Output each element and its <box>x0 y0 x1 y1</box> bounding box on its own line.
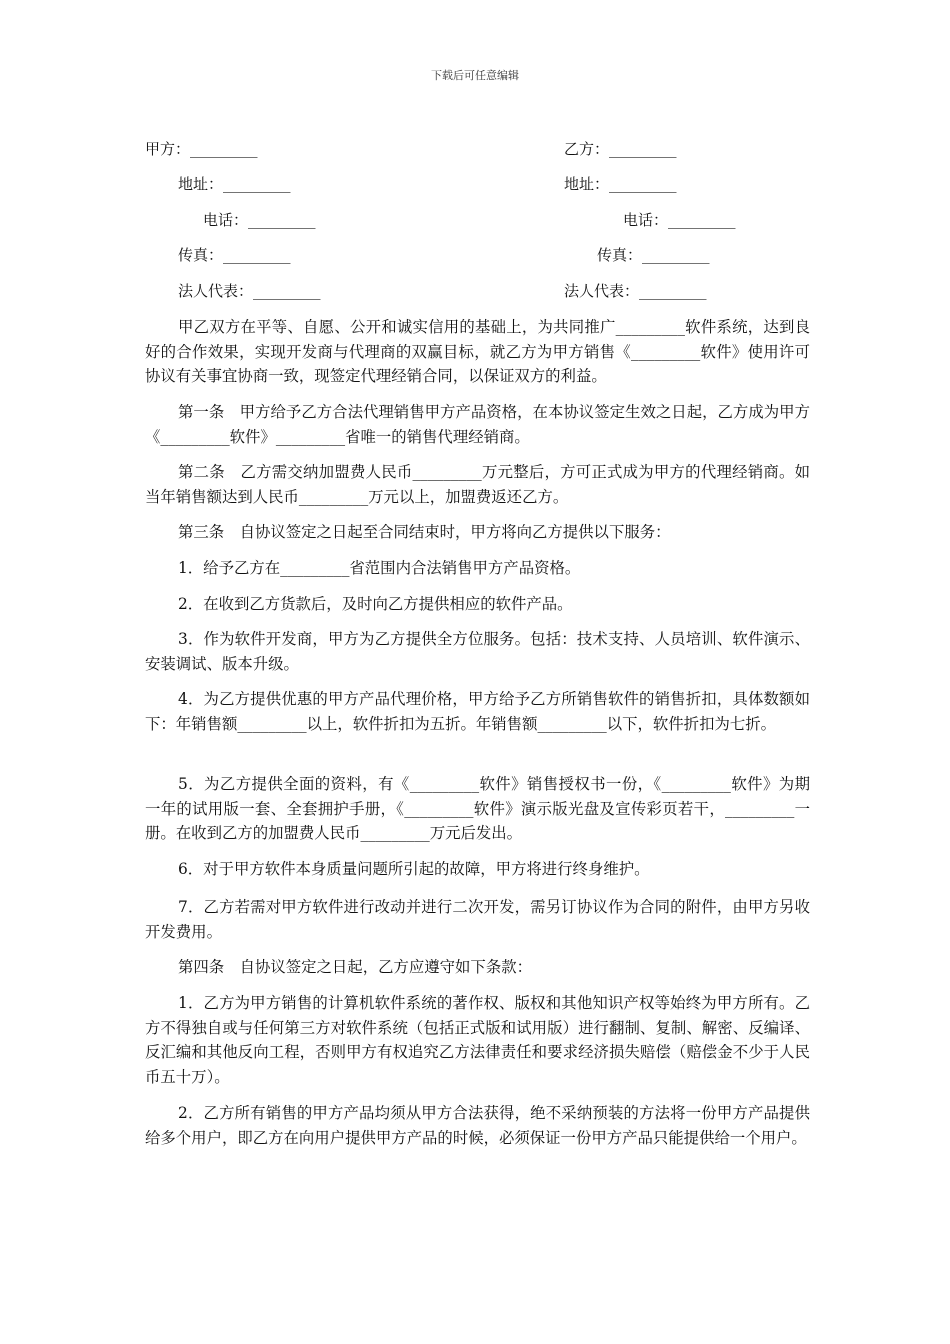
article-3-item-2: 2．在收到乙方货款后，及时向乙方提供相应的软件产品。 <box>178 595 573 613</box>
article-3-item-5: 5．为乙方提供全面的资料，有《_________软件》销售授权书一份，《_________软件》为期一年的试用版一套、全套拥护手册，《_________软件》演示版光盘及宣传彩页若干，_________一册。在收到乙方的加盟费人民币_________万元后发出。 <box>145 775 810 842</box>
party-a-phone: 电话：_________ <box>203 211 316 229</box>
party-a-name: 甲方：_________ <box>145 140 258 158</box>
article-4: 第四条 自协议签定之日起，乙方应遵守如下条款： <box>178 958 532 976</box>
article-3: 第三条 自协议签定之日起至合同结束时，甲方将向乙方提供以下服务： <box>178 523 671 541</box>
party-b-phone: 电话：_________ <box>623 211 736 229</box>
article-1: 第一条 甲方给予乙方合法代理销售甲方产品资格，在本协议签定生效之日起，乙方成为甲方《_________软件》_________省唯一的销售代理经销商。 <box>145 403 810 446</box>
article-4-item-1: 1．乙方为甲方销售的计算机软件系统的著作权、版权和其他知识产权等始终为甲方所有。乙方不得独自或与任何第三方对软件系统（包括正式版和试用版）进行翻制、复制、解密、反编译、反汇编和其他反向工程，否则甲方有权追究乙方法律责任和要求经济损失赔偿（赔偿金不少于人民币五十万）。 <box>145 994 810 1086</box>
article-2: 第二条 乙方需交纳加盟费人民币_________万元整后，方可正式成为甲方的代理经销商。如当年销售额达到人民币_________万元以上，加盟费返还乙方。 <box>145 463 810 506</box>
party-a-address: 地址：_________ <box>178 175 291 193</box>
article-3-item-7: 7．乙方若需对甲方软件进行改动并进行二次开发，需另订协议作为合同的附件，由甲方另收开发费用。 <box>145 898 810 941</box>
article-4-item-2: 2．乙方所有销售的甲方产品均须从甲方合法获得，绝不采纳预装的方法将一份甲方产品提供给多个用户，即乙方在向用户提供甲方产品的时候，必须保证一份甲方产品只能提供给一个用户。 <box>145 1104 810 1147</box>
party-b-name: 乙方：_________ <box>564 140 677 158</box>
article-3-item-6: 6．对于甲方软件本身质量问题所引起的故障，甲方将进行终身维护。 <box>178 860 650 878</box>
party-b-representative: 法人代表：_________ <box>564 282 707 300</box>
article-3-item-4: 4．为乙方提供优惠的甲方产品代理价格，甲方给予乙方所销售软件的销售折扣，具体数额如下：年销售额_________以上，软件折扣为五折。年销售额_________以下，软件折扣为七折。 <box>145 690 810 733</box>
article-3-item-1: 1．给予乙方在_________省范围内合法销售甲方产品资格。 <box>178 559 581 577</box>
intro-paragraph: 甲乙双方在平等、自愿、公开和诚实信用的基础上，为共同推广_________软件系统，达到良好的合作效果，实现开发商与代理商的双赢目标，就乙方为甲方销售《_________软件》使用许可协议有关事宜协商一致，现签定代理经销合同，以保证双方的利益。 <box>145 318 810 385</box>
party-a-representative: 法人代表：_________ <box>178 282 321 300</box>
party-b-fax: 传真：_________ <box>597 246 710 264</box>
party-a-fax: 传真：_________ <box>178 246 291 264</box>
page-header: 下载后可任意编辑 <box>431 69 519 82</box>
party-b-address: 地址：_________ <box>564 175 677 193</box>
article-3-item-3: 3．作为软件开发商，甲方为乙方提供全方位服务。包括：技术支持、人员培训、软件演示、安装调试、版本升级。 <box>145 630 810 673</box>
